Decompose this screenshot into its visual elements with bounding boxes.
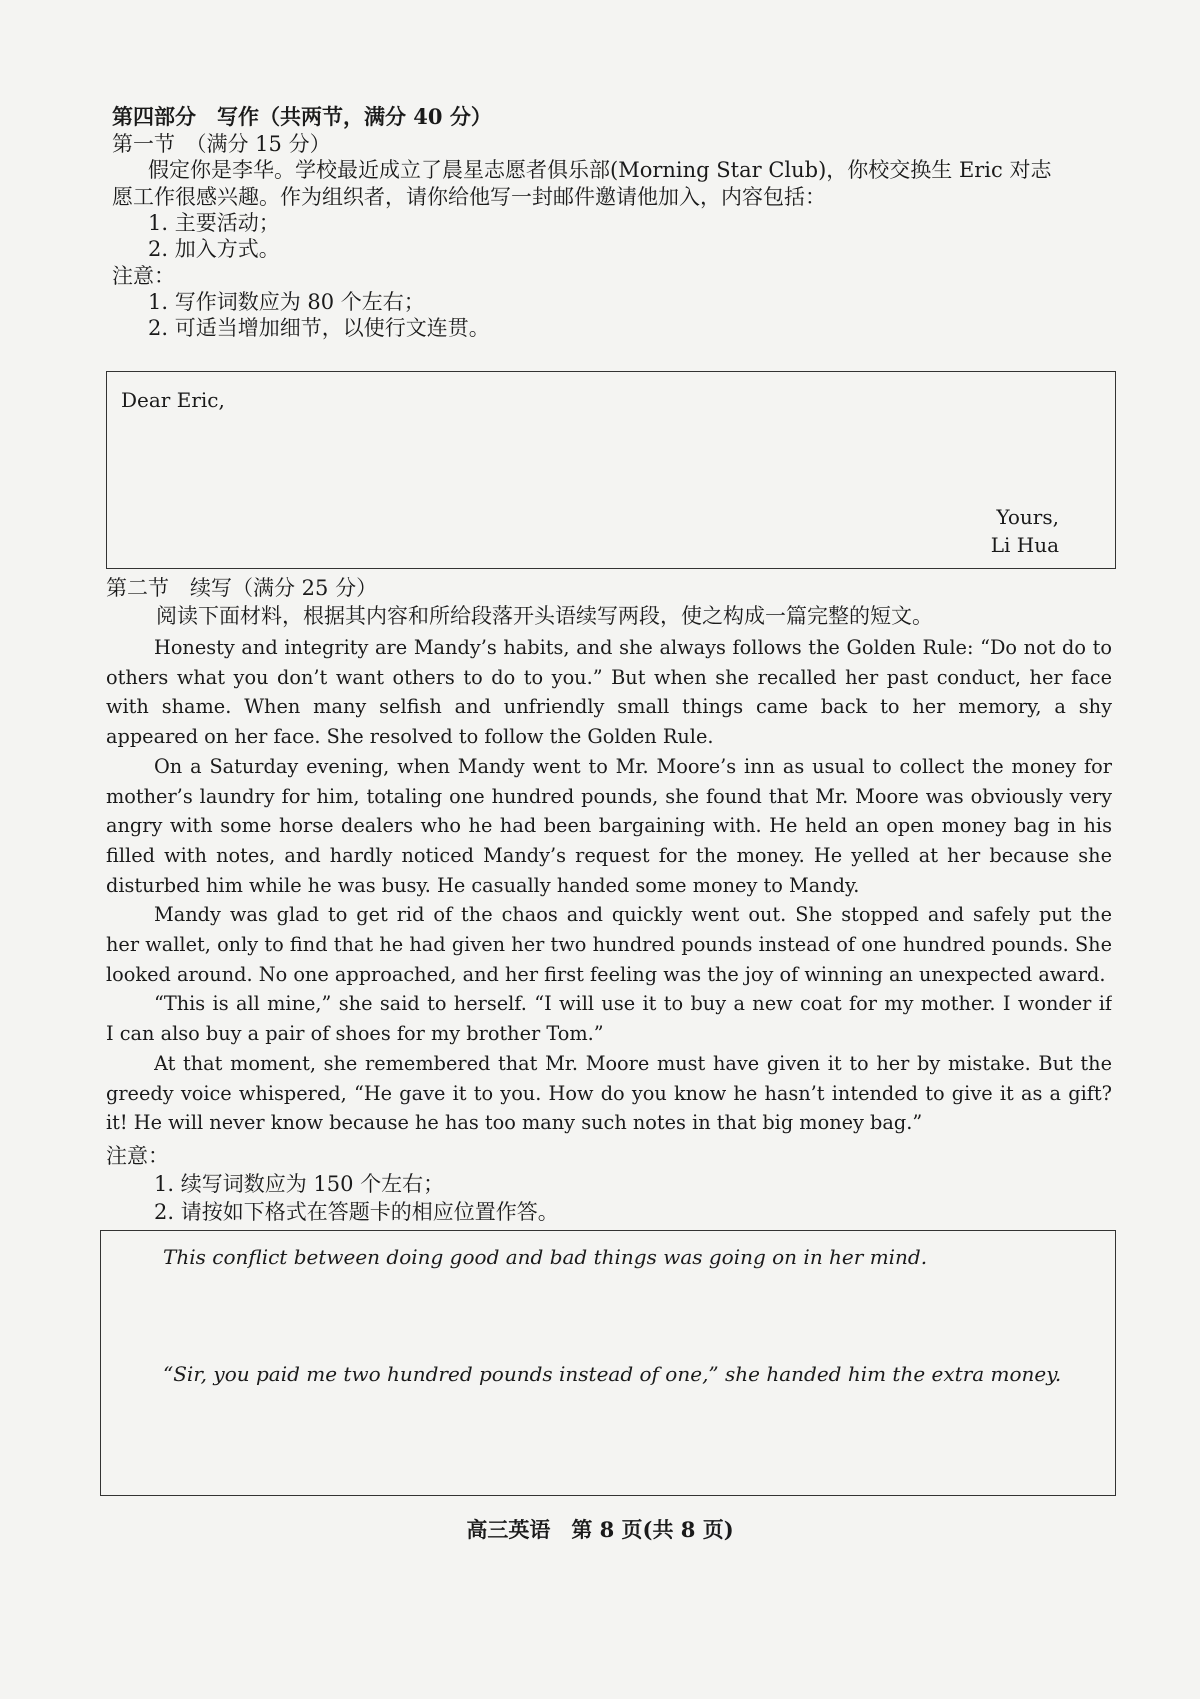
part2-note-2: 2. 请按如下格式在答题卡的相应位置作答。 — [154, 1200, 559, 1224]
part2-instruction: 阅读下面材料，根据其内容和所给段落开头语续写两段，使之构成一篇完整的短文。 — [156, 604, 933, 628]
passage-line: “This is all mine,” she said to herself. “I will use it to buy a new coat for my mother. I wonder if — [154, 992, 1112, 1016]
passage-line: On a Saturday evening, when Mandy went to Mr. Moore’s inn as usual to collect the money for — [154, 754, 1112, 778]
letter-signature: Li Hua — [990, 533, 1059, 557]
letter-answer-box — [106, 371, 1116, 569]
part1-heading: 第一节 （满分 15 分） — [112, 132, 331, 156]
paragraph-2-opening: “Sir, you paid me two hundred pounds instead of one,” she handed him the extra money. — [163, 1362, 1062, 1386]
notes-label: 注意： — [112, 264, 175, 288]
passage-line: others what you don’t want others to do to you.” But when she recalled her past conduct, her face — [106, 665, 1112, 689]
passage-line: appeared on her face. She resolved to follow the Golden Rule. — [106, 725, 714, 749]
prompt-line-1: 假定你是李华。学校最近成立了晨星志愿者俱乐部(Morning Star Club)，你校交换生 Eric 对志 — [148, 158, 1052, 182]
section-heading: 第四部分 写作（共两节，满分 40 分） — [112, 104, 492, 129]
paragraph-1-opening: This conflict between doing good and bad things was going on in her mind. — [163, 1245, 928, 1269]
passage-line: filled with notes, and hardly noticed Mandy’s request for the money. He yelled at her because she — [106, 843, 1112, 867]
passage-line: her wallet, only to find that he had given her two hundred pounds instead of one hundred pounds. She — [106, 933, 1112, 956]
note-2: 2. 可适当增加细节，以使行文连贯。 — [148, 316, 490, 340]
passage-line: looked around. No one approached, and her first feeling was the joy of winning an unexpected award. — [106, 962, 1106, 986]
passage-line: I can also buy a pair of shoes for my brother Tom.” — [106, 1022, 604, 1046]
continuation-answer-box — [100, 1230, 1116, 1496]
passage-line: Honesty and integrity are Mandy’s habits, and she always follows the Golden Rule: “Do not do to — [154, 636, 1112, 659]
letter-closing: Yours, — [996, 505, 1059, 529]
passage-line: angry with some horse dealers who he had been bargaining with. He held an open money bag in his — [106, 814, 1112, 838]
passage-line: At that moment, she remembered that Mr. Moore must have given it to her by mistake. But the — [154, 1051, 1112, 1075]
note-1: 1. 写作词数应为 80 个左右； — [148, 290, 425, 314]
prompt-item-1: 1. 主要活动； — [148, 211, 280, 235]
prompt-line-2: 愿工作很感兴趣。作为组织者，请你给他写一封邮件邀请他加入，内容包括： — [112, 185, 826, 209]
part2-heading: 第二节 续写（满分 25 分） — [106, 576, 378, 600]
passage-line: with shame. When many selfish and unfriendly small things came back to her memory, a shy — [106, 695, 1112, 719]
passage-line: it! He will never know because he has too many such notes in that big money bag.” — [106, 1111, 923, 1135]
passage-line: greedy voice whispered, “He gave it to you. How do you know he hasn’t intended to give it as a gift? — [106, 1081, 1112, 1105]
letter-greeting: Dear Eric, — [121, 388, 225, 412]
part2-note-1: 1. 续写词数应为 150 个左右； — [154, 1172, 445, 1196]
part2-notes-label: 注意： — [106, 1144, 169, 1168]
passage-line: mother’s laundry for him, totaling one hundred pounds, she found that Mr. Moore was obviously very — [106, 784, 1112, 808]
passage-line: disturbed him while he was busy. He casually handed some money to Mandy. — [106, 873, 860, 897]
page-footer: 高三英语 第 8 页(共 8 页) — [466, 1517, 734, 1542]
passage-line: Mandy was glad to get rid of the chaos and quickly went out. She stopped and safely put the — [154, 903, 1112, 927]
prompt-item-2: 2. 加入方式。 — [148, 237, 280, 261]
